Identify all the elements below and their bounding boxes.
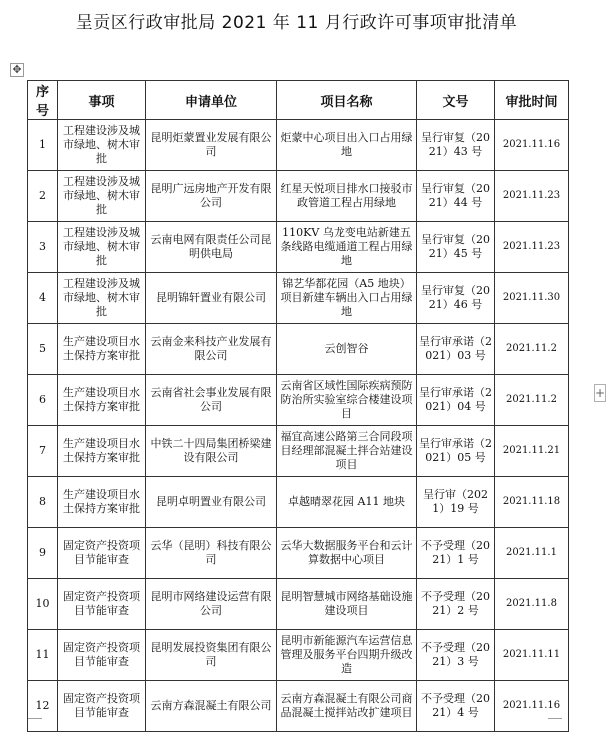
cell-applicant: 中铁二十四局集团桥梁建设有限公司: [146, 426, 277, 477]
cell-no: 11: [28, 630, 58, 681]
table-row: [28, 375, 569, 426]
cell-no: 5: [28, 324, 58, 375]
cell-doc-no: 不予受理（2021）1 号: [417, 528, 495, 579]
cell-no: 4: [28, 273, 58, 324]
cell-applicant: 昆明卓明置业有限公司: [146, 477, 277, 528]
table-row: [28, 528, 569, 579]
cell-project: 炬蒙中心项目出入口占用绿地: [277, 120, 417, 171]
header-project: 项目名称: [277, 81, 417, 120]
cell-doc-no: 不予受理（2021）2 号: [417, 579, 495, 630]
header-item: 事项: [58, 81, 146, 120]
cell-item: 固定资产投资项目节能审查: [58, 630, 146, 681]
cell-doc-no: 呈行审承诺（2021）03 号: [417, 324, 495, 375]
cell-item: 生产建设项目水土保持方案审批: [58, 477, 146, 528]
header-date: 审批时间: [495, 81, 569, 120]
table-add-column-plus-icon[interactable]: +: [595, 386, 606, 400]
cell-project: 110KV 乌龙变电站新建五条线路电缆通道工程占用绿地: [277, 222, 417, 273]
cell-doc-no: 呈行审复（2021）46 号: [417, 273, 495, 324]
page-bottom-edge: [0, 718, 593, 725]
cell-no: 3: [28, 222, 58, 273]
cell-applicant: 昆明锦轩置业有限公司: [146, 273, 277, 324]
cell-doc-no: 呈行审承诺（2021）05 号: [417, 426, 495, 477]
cell-project: 昆明市新能源汽车运营信息管理及服务平台四期升级改造: [277, 630, 417, 681]
cell-project: 云南方森混凝土有限公司商品混凝土搅拌站改扩建项目: [277, 681, 417, 732]
cell-no: 10: [28, 579, 58, 630]
cell-project: 卓越晴翠花园 A11 地块: [277, 477, 417, 528]
cell-applicant: 云南电网有限责任公司昆明供电局: [146, 222, 277, 273]
cell-no: 1: [28, 120, 58, 171]
table-row: [28, 120, 569, 171]
cell-project: 锦艺华都花园（A5 地块）项目新建车辆出入口占用绿地: [277, 273, 417, 324]
table-row: [28, 273, 569, 324]
cell-doc-no: 呈行审承诺（2021）04 号: [417, 375, 495, 426]
cell-applicant: 云南方森混凝土有限公司: [146, 681, 277, 732]
cell-item: 生产建设项目水土保持方案审批: [58, 375, 146, 426]
cell-project: 云华大数据服务平台和云计算数据中心项目: [277, 528, 417, 579]
cell-item: 固定资产投资项目节能审查: [58, 579, 146, 630]
cell-applicant: 云华（昆明）科技有限公司: [146, 528, 277, 579]
cell-project: 昆明智慧城市网络基础设施建设项目: [277, 579, 417, 630]
cell-date: 2021.11.11: [495, 630, 569, 681]
cell-applicant: 云南金来科技产业发展有限公司: [146, 324, 277, 375]
table-row: [28, 630, 569, 681]
header-applicant: 申请单位: [146, 81, 277, 120]
cell-item: 生产建设项目水土保持方案审批: [58, 426, 146, 477]
cell-item: 工程建设涉及城市绿地、树木审批: [58, 120, 146, 171]
cell-date: 2021.11.8: [495, 579, 569, 630]
table-row: [28, 579, 569, 630]
cell-doc-no: 呈行审复（2021）43 号: [417, 120, 495, 171]
cell-no: 7: [28, 426, 58, 477]
cell-applicant: 昆明炬蒙置业发展有限公司: [146, 120, 277, 171]
cell-applicant: 云南省社会事业发展有限公司: [146, 375, 277, 426]
cell-project: 云南省区域性国际疾病预防防治所实验室综合楼建设项目: [277, 375, 417, 426]
cell-item: 生产建设项目水土保持方案审批: [58, 324, 146, 375]
table-row: [28, 477, 569, 528]
cell-doc-no: 呈行审复（2021）44 号: [417, 171, 495, 222]
cell-date: 2021.11.1: [495, 528, 569, 579]
cell-no: 8: [28, 477, 58, 528]
cell-item: 工程建设涉及城市绿地、树木审批: [58, 273, 146, 324]
cell-no: 6: [28, 375, 58, 426]
table-row: [28, 222, 569, 273]
cell-date: 2021.11.23: [495, 222, 569, 273]
approval-table: [27, 80, 569, 732]
cell-item: 固定资产投资项目节能审查: [58, 681, 146, 732]
table-row: [28, 426, 569, 477]
cell-date: 2021.11.16: [495, 120, 569, 171]
cell-project: 红星天悦项目排水口接驳市政管道工程占用绿地: [277, 171, 417, 222]
page-title: 呈贡区行政审批局 2021 年 11 月行政许可事项审批清单: [75, 13, 518, 33]
cell-date: 2021.11.21: [495, 426, 569, 477]
cell-date: 2021.11.2: [495, 324, 569, 375]
header-no: 序号: [28, 81, 58, 120]
cell-date: 2021.11.23: [495, 171, 569, 222]
cell-item: 固定资产投资项目节能审查: [58, 528, 146, 579]
cell-project: 福宜高速公路第三合同段项目经理部混凝土拌合站建设项目: [277, 426, 417, 477]
cell-date: 2021.11.30: [495, 273, 569, 324]
cell-doc-no: 呈行审（2021）19 号: [417, 477, 495, 528]
table-move-handle-icon[interactable]: ✥: [10, 63, 24, 77]
cell-date: 2021.11.2: [495, 375, 569, 426]
cell-item: 工程建设涉及城市绿地、树木审批: [58, 171, 146, 222]
cell-applicant: 昆明发展投资集团有限公司: [146, 630, 277, 681]
cell-doc-no: 不予受理（2021）4 号: [417, 681, 495, 732]
cell-doc-no: 不予受理（2021）3 号: [417, 630, 495, 681]
table-row: [28, 324, 569, 375]
cell-date: 2021.11.16: [495, 681, 569, 732]
cell-project: 云创智谷: [277, 324, 417, 375]
table-row: [28, 171, 569, 222]
cell-no: 2: [28, 171, 58, 222]
cell-item: 工程建设涉及城市绿地、树木审批: [58, 222, 146, 273]
table-header-row: [28, 81, 569, 120]
cell-doc-no: 呈行审复（2021）45 号: [417, 222, 495, 273]
cell-applicant: 昆明市网络建设运营有限公司: [146, 579, 277, 630]
cell-no: 12: [28, 681, 58, 732]
cell-applicant: 昆明广远房地产开发有限公司: [146, 171, 277, 222]
header-doc-no: 文号: [417, 81, 495, 120]
cell-date: 2021.11.18: [495, 477, 569, 528]
cell-no: 9: [28, 528, 58, 579]
